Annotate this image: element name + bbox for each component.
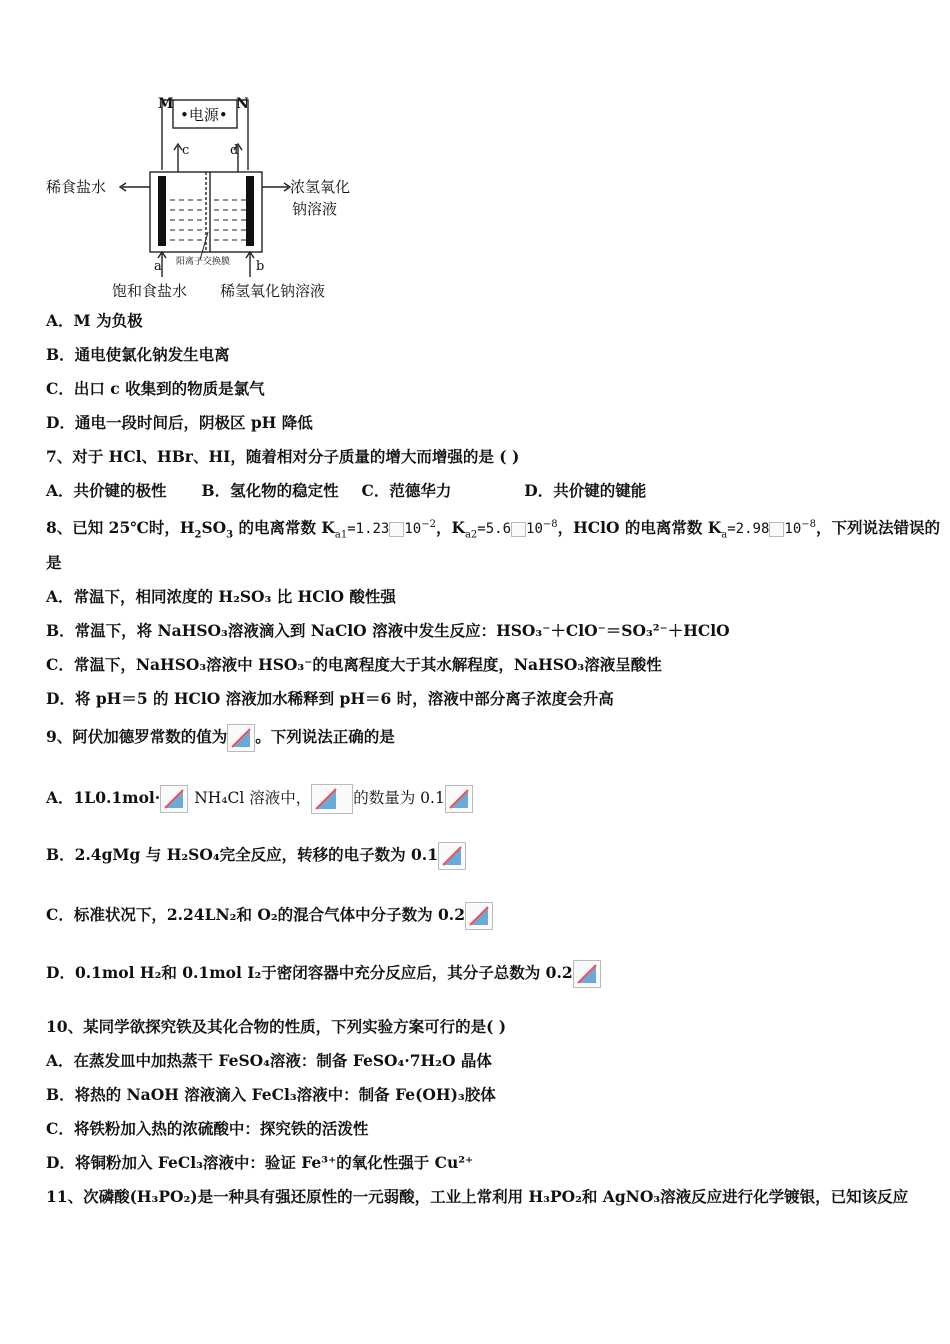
q8-option-c: C．常温下，NaHSO₃溶液中 HSO₃⁻的电离程度大于其水解程度，NaHSO₃溶液呈酸性 (46, 655, 662, 674)
q8-option-d: D．将 pH＝5 的 HClO 溶液加水稀释到 pH＝6 时，溶液中部分离子浓度会升高 (46, 689, 614, 708)
q9-option-c: C．标准状况下，2.24LN₂和 O₂的混合气体中分子数为 0.2 (46, 902, 493, 930)
broken-image-icon (769, 522, 784, 537)
broken-image-icon (573, 960, 601, 988)
label-a: a (154, 259, 162, 274)
broken-image-icon (465, 902, 493, 930)
label-d: d (230, 143, 239, 158)
q8-stem-line2: 是 (46, 553, 62, 572)
q10-option-b: B．将热的 NaOH 溶液滴入 FeCl₃溶液中：制备 Fe(OH)₃胶体 (46, 1085, 496, 1104)
broken-image-icon (389, 522, 404, 537)
left-electrode (158, 176, 166, 246)
left-output-label: 稀食盐水 (46, 178, 107, 196)
q9-stem: 9、阿伏加德罗常数的值为 。下列说法正确的是 (46, 724, 395, 752)
q10-option-c: C．将铁粉加入热的浓硫酸中：探究铁的活泼性 (46, 1119, 369, 1138)
q10-option-a: A．在蒸发皿中加热蒸干 FeSO₄溶液：制备 FeSO₄·7H₂O 晶体 (46, 1051, 492, 1070)
broken-image-icon (311, 784, 353, 814)
electrolysis-diagram (40, 92, 380, 302)
bottom-left-label: 饱和食盐水 (112, 282, 188, 300)
right-output-label-1: 浓氢氧化 (290, 178, 351, 196)
q7-stem: 7、对于 HCl、HBr、HI，随着相对分子质量的增大而增强的是 ( ) (46, 447, 520, 466)
q9-option-d: D．0.1mol H₂和 0.1mol I₂于密闭容器中充分反应后，其分子总数为 0.2 (46, 960, 601, 988)
q6-option-d: D．通电一段时间后，阴极区 pH 降低 (46, 413, 313, 432)
q7-option-c: C．范德华力 (361, 481, 452, 500)
label-c: c (182, 143, 190, 158)
q9-option-a: A．1L0.1mol· NH₄Cl 溶液中， 的数量为 0.1 (46, 784, 473, 814)
q7-option-a: A．共价键的极性 (46, 481, 167, 500)
q9-option-b: B．2.4gMg 与 H₂SO₄完全反应，转移的电子数为 0.1 (46, 842, 466, 870)
q10-stem: 10、某同学欲探究铁及其化合物的性质，下列实验方案可行的是( ) (46, 1017, 507, 1036)
label-b: b (256, 259, 265, 274)
q10-option-d: D．将铜粉加入 FeCl₃溶液中：验证 Fe³⁺的氧化性强于 Cu²⁺ (46, 1153, 474, 1172)
q8-stem: 8、已知 25℃时，$H_2SO_3$ 的电离常数 $K_{a1}=1.23$ $10^{-2}$，$K_{a2}=5.6$ $10^{-8}$，HClO 的电离常数 $K_a=2.98$ $10^{-8}$，下列说法错误的 (46, 518, 941, 541)
q7-option-b: B．氢化物的稳定性 (201, 481, 339, 500)
broken-image-icon (227, 724, 255, 752)
right-electrode (246, 176, 254, 246)
q7-options (46, 480, 646, 502)
power-label: •电源• (180, 106, 228, 124)
label-m: M (158, 96, 174, 112)
membrane-label: 阳离子交换膜 (176, 257, 231, 267)
q11-stem: 11、次磷酸(H₃PO₂)是一种具有强还原性的一元弱酸，工业上常利用 H₃PO₂和 AgNO₃溶液反应进行化学镀银，已知该反应 (46, 1187, 909, 1206)
broken-image-icon (511, 522, 526, 537)
bottom-right-label: 稀氢氧化钠溶液 (220, 282, 326, 300)
right-output-label-2: 钠溶液 (292, 200, 338, 218)
broken-image-icon (445, 785, 473, 813)
label-n: N (236, 96, 249, 112)
q7-option-d: D．共价键的键能 (524, 481, 647, 500)
q8-option-b: B．常温下，将 NaHSO₃溶液滴入到 NaClO 溶液中发生反应：HSO₃⁻＋ClO⁻＝SO₃²⁻＋HClO (46, 621, 730, 640)
q8-option-a: A．常温下，相同浓度的 H₂SO₃ 比 HClO 酸性强 (46, 587, 396, 606)
broken-image-icon (438, 842, 466, 870)
broken-image-icon (160, 785, 188, 813)
q6-option-c: C．出口 c 收集到的物质是氯气 (46, 379, 265, 398)
q6-option-a: A．M 为负极 (46, 311, 143, 330)
q6-option-b: B．通电使氯化钠发生电离 (46, 345, 230, 364)
